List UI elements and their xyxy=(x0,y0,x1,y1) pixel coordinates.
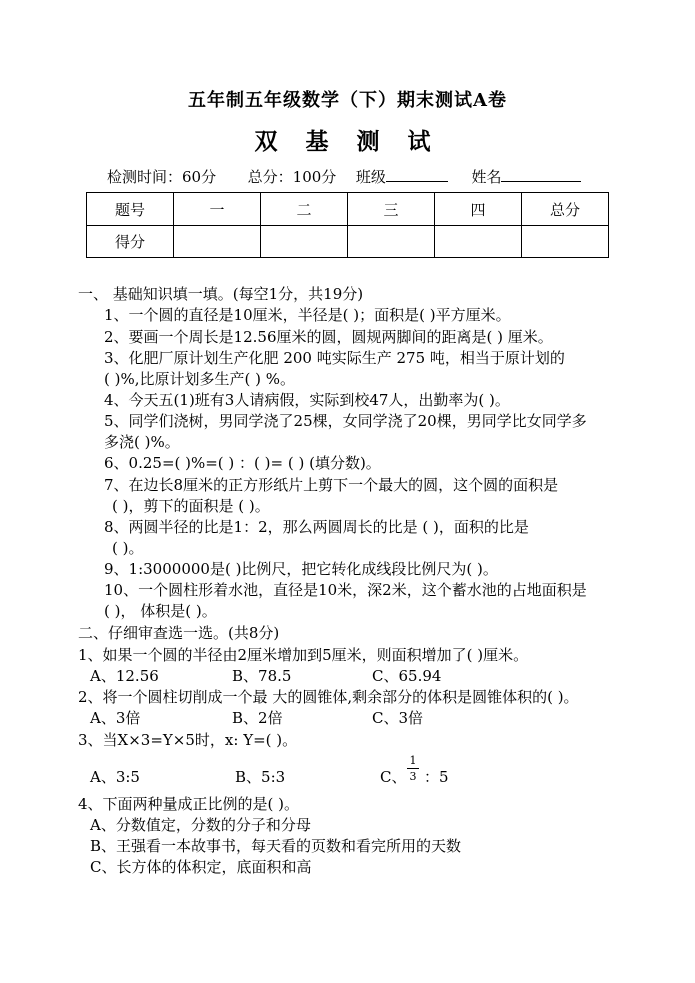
score-header-row xyxy=(87,193,609,226)
question-line: ( )%,比原计划多生产( ) %。 xyxy=(104,370,295,388)
question-line: ( )。 xyxy=(112,539,144,557)
score-table xyxy=(86,192,609,258)
score-row-label: 得分 xyxy=(87,226,174,258)
option-b: B、王强看一本故事书，每天看的页数和看完所用的天数 xyxy=(90,837,462,855)
question-line: 3、化肥厂原计划生产化肥 200 吨实际生产 275 吨，相当于原计划的 xyxy=(104,349,565,367)
question-line: 2、将一个圆柱切削成一个最 大的圆锥体,剩余部分的体积是圆锥体积的( )。 xyxy=(78,688,579,706)
score-header-cell: 总分 xyxy=(522,193,609,226)
question-line: 2、要画一个周长是12.56厘米的圆，圆规两脚间的距离是( ) 厘米。 xyxy=(104,328,553,346)
class-blank[interactable] xyxy=(386,167,448,182)
question-line: 1、如果一个圆的半径由2厘米增加到5厘米，则面积增加了( )厘米。 xyxy=(78,646,529,664)
question-line: 9、1:3000000是( )比例尺，把它转化成线段比例尺为( )。 xyxy=(104,560,498,578)
option-c-tail: ：5 xyxy=(424,768,449,786)
question-line: 4、今天五(1)班有3人请病假，实际到校47人，出勤率为( )。 xyxy=(104,391,510,409)
exam-meta xyxy=(107,166,581,187)
question-line: 多浇( )%。 xyxy=(104,433,180,451)
score-cell[interactable] xyxy=(261,226,348,258)
option-c: C、 xyxy=(380,768,407,786)
score-cell[interactable] xyxy=(435,226,522,258)
score-cell[interactable] xyxy=(348,226,435,258)
question-line: 1、一个圆的直径是10厘米，半径是( )；面积是( )平方厘米。 xyxy=(104,306,511,324)
fraction-numerator: 1 xyxy=(409,754,417,767)
question-line: ( )， 体积是( )。 xyxy=(104,602,217,620)
question-line: 7、在边长8厘米的正方形纸片上剪下一个最大的圆，这个圆的面积是 xyxy=(104,476,559,494)
score-header-cell: 一 xyxy=(174,193,261,226)
time-label: 检测时间：60分 xyxy=(107,168,217,186)
section1-heading: 一、 基础知识填一填。(每空1分，共19分) xyxy=(78,285,364,303)
question-line: ( )，剪下的面积是 ( )。 xyxy=(112,497,270,515)
option-a: A、分数值定，分数的分子和分母 xyxy=(90,816,311,834)
exam-title: 五年制五年级数学（下）期末测试A卷 xyxy=(188,90,507,111)
score-cell[interactable] xyxy=(174,226,261,258)
option-c: C、3倍 xyxy=(372,709,424,727)
score-row xyxy=(87,226,609,258)
option-a: A、3:5 xyxy=(90,768,140,786)
section2-heading: 二、仔细审查选一选。(共8分) xyxy=(78,624,280,642)
option-a: A、3倍 xyxy=(90,709,141,727)
fraction-one-third xyxy=(407,754,419,783)
question-line: 10、一个圆柱形着水池，直径是10米，深2米，这个蓄水池的占地面积是 xyxy=(104,581,587,599)
score-header-cell: 题号 xyxy=(87,193,174,226)
option-c: C、65.94 xyxy=(372,667,442,685)
fraction-bar xyxy=(407,768,419,769)
fraction-denominator: 3 xyxy=(409,770,417,783)
score-header-cell: 四 xyxy=(435,193,522,226)
total-label: 总分：100分 xyxy=(247,168,337,186)
question-line: 5、同学们浇树，男同学浇了25棵，女同学浇了20棵，男同学比女同学多 xyxy=(104,412,587,430)
question-line: 4、下面两种量成正比例的是( )。 xyxy=(78,795,300,813)
score-header-cell: 二 xyxy=(261,193,348,226)
name-label: 姓名 xyxy=(471,168,502,186)
option-b: B、2倍 xyxy=(232,709,283,727)
name-blank[interactable] xyxy=(501,167,581,182)
score-cell[interactable] xyxy=(522,226,609,258)
option-c: C、长方体的体积定，底面积和高 xyxy=(90,858,312,876)
option-b: B、78.5 xyxy=(232,667,292,685)
question-line: 3、当X×3=Y×5时，x: Y=( )。 xyxy=(78,731,298,749)
class-label: 班级 xyxy=(355,168,386,186)
question-line: 6、0.25=( )%=( ) ：( )= ( ) (填分数)。 xyxy=(104,454,381,472)
option-b: B、5:3 xyxy=(235,768,286,786)
exam-subtitle: 双 基 测 试 xyxy=(254,128,441,155)
question-line: 8、两圆半径的比是1：2，那么两圆周长的比是 ( )，面积的比是 xyxy=(104,518,529,536)
option-a: A、12.56 xyxy=(90,667,159,685)
score-header-cell: 三 xyxy=(348,193,435,226)
